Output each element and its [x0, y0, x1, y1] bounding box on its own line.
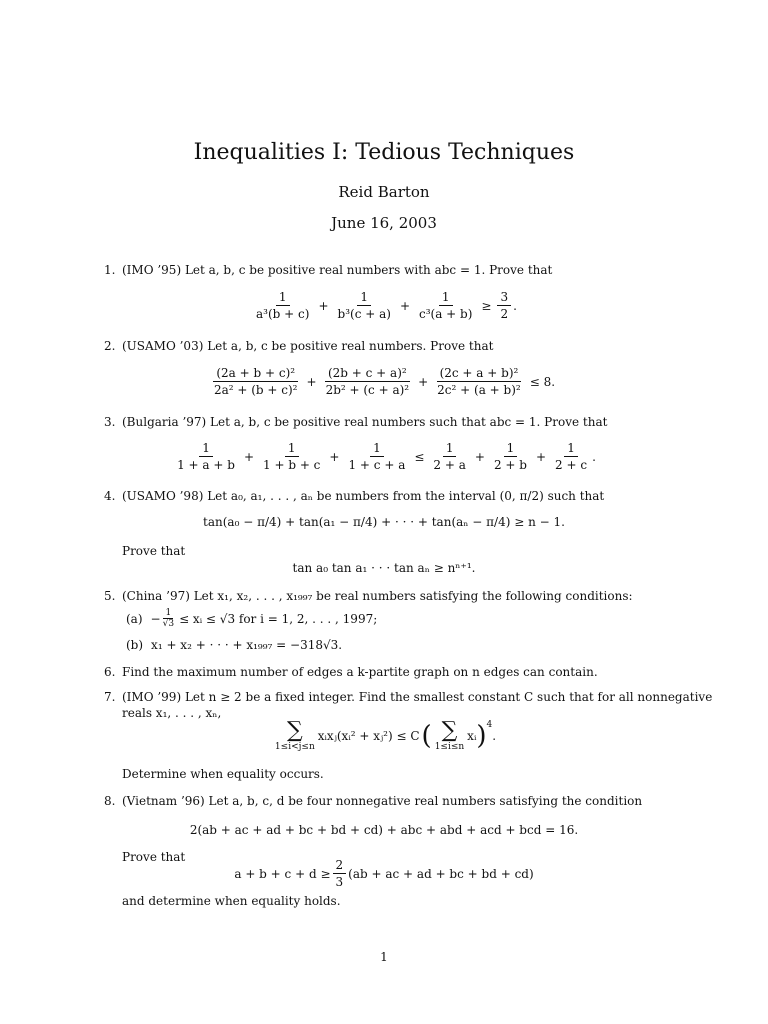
condition-a: (a) − $\frac{1}{√3}$ ≤ xᵢ ≤ √3 for i = 1, 2, . . . , 1997;	[126, 608, 378, 629]
fraction: $\frac{1}{2 + c}$	[555, 441, 588, 472]
problem-text: (USAMO ’98) Let a₀, a₁, . . . , aₙ be numbers from the interval (0, π/2) such that	[122, 489, 605, 503]
equation-7: ∑ 1≤i<j≤n xᵢxⱼ(xᵢ² + xⱼ²) ≤ C ( ∑ 1≤i≤n xᵢ ) 4 .	[274, 718, 497, 752]
equation-1: $\frac{1}{\text{a³(b + c)}}$ + $\frac{1}{\text{b³(c + a)}}$ + $\frac{1}{\text{c³(a + b)}}$ ≥ $\frac{3}{2}$ .	[0, 290, 768, 321]
fraction: $\frac{\text{(2c + a + b)²}}{\text{2c² + (a + b)²}}$	[437, 366, 521, 397]
summation: ∑ 1≤i<j≤n	[274, 718, 315, 752]
fraction: $\frac{1}{\text{b³(c + a)}}$	[337, 290, 391, 321]
problem-text: (Bulgaria ’97) Let a, b, c be positive real numbers such that abc = 1. Prove that	[122, 415, 608, 429]
fraction: $\frac{1}{2 + a}$	[433, 441, 466, 472]
date: June 16, 2003	[331, 214, 437, 232]
problem-text: reals x₁, . . . , xₙ,	[122, 706, 222, 720]
condition-b: (b) x₁ + x₂ + · · · + x₁₉₉₇ = −318√3.	[126, 638, 343, 652]
problem-text: and determine when equality holds.	[122, 894, 341, 908]
problem-number: 4.	[104, 489, 116, 503]
fraction: $\frac{2}{3}$	[333, 858, 347, 889]
fraction: $\frac{1}{2 + b}$	[493, 441, 527, 472]
problem-number: 2.	[104, 339, 116, 353]
page-number: 1	[380, 950, 388, 964]
problem-number: 5.	[104, 589, 116, 603]
problem-number: 3.	[104, 415, 116, 429]
problem-text: Prove that	[122, 850, 186, 864]
fraction: $\frac{\text{(2a + b + c)²}}{\text{2a² + (b + c)²}}$	[213, 366, 298, 397]
problem-number: 8.	[104, 794, 116, 808]
fraction: $\frac{\text{(2b + c + a)²}}{\text{2b² + (c + a)²}}$	[325, 366, 410, 397]
problem-text: (China ’97) Let x₁, x₂, . . . , x₁₉₉₇ be real numbers satisfying the following conditions:	[122, 589, 633, 603]
problem-text: Prove that	[122, 544, 186, 558]
fraction: $\frac{1}{√3}$	[162, 608, 175, 629]
fraction: $\frac{1}{\text{a³(b + c)}}$	[256, 290, 310, 321]
fraction: $\frac{1}{1 + b + c}$	[263, 441, 321, 472]
fraction: $\frac{1}{\text{c³(a + b)}}$	[419, 290, 473, 321]
fraction: $\frac{1}{1 + c + a}$	[348, 441, 406, 472]
problem-number: 6.	[104, 665, 116, 679]
problem-text: (IMO ’99) Let n ≥ 2 be a fixed integer. Find the smallest constant C such that for all nonnegative	[122, 690, 713, 704]
page-title: Inequalities I: Tedious Techniques	[193, 140, 575, 165]
equation-4: tan(a₀ − π/4) + tan(a₁ − π/4) + · · · + tan(aₙ − π/4) ≥ n − 1.	[203, 515, 565, 529]
fraction: $\frac{1}{1 + a + b}$	[177, 441, 235, 472]
problem-text: (USAMO ’03) Let a, b, c be positive real numbers. Prove that	[122, 339, 494, 353]
problem-number: 7.	[104, 690, 116, 704]
equation-8b: a + b + c + d ≥ $\frac{2}{3}$ (ab + ac + ad + bc + bd + cd)	[234, 858, 534, 889]
equation-3: $\frac{1}{1 + a + b}$ + $\frac{1}{1 + b + c}$ + $\frac{1}{1 + c + a}$ ≤ $\frac{1}{2 + a}$ + $\frac{1}{2 + b}$ + $\frac{1}{2 + c}$ .	[0, 441, 768, 472]
problem-number: 1.	[104, 263, 116, 277]
equation-8: 2(ab + ac + ad + bc + bd + cd) + abc + abd + acd + bcd = 16.	[189, 823, 579, 837]
problem-text: (Vietnam ’96) Let a, b, c, d be four nonnegative real numbers satisfying the condition	[122, 794, 643, 808]
problem-text: Find the maximum number of edges a k-partite graph on n edges can contain.	[122, 665, 598, 679]
author: Reid Barton	[338, 183, 430, 201]
problem-text: Determine when equality occurs.	[122, 767, 324, 781]
summation: ∑ 1≤i≤n	[434, 718, 465, 752]
problem-text: (IMO ’95) Let a, b, c be positive real numbers with abc = 1. Prove that	[122, 263, 553, 277]
equation-2: $\frac{\text{(2a + b + c)²}}{\text{2a² + (b + c)²}}$ + $\frac{\text{(2b + c + a)²}}{\text{2b² + (c + a)²}}$ + $\frac{\text{(2c + a + b)²}}{\text{2c² + (a + b)²}}$ ≤ 8.	[0, 366, 768, 397]
fraction: $\frac{3}{2}$	[497, 290, 511, 321]
equation-4b: tan a₀ tan a₁ · · · tan aₙ ≥ nⁿ⁺¹.	[292, 561, 476, 575]
